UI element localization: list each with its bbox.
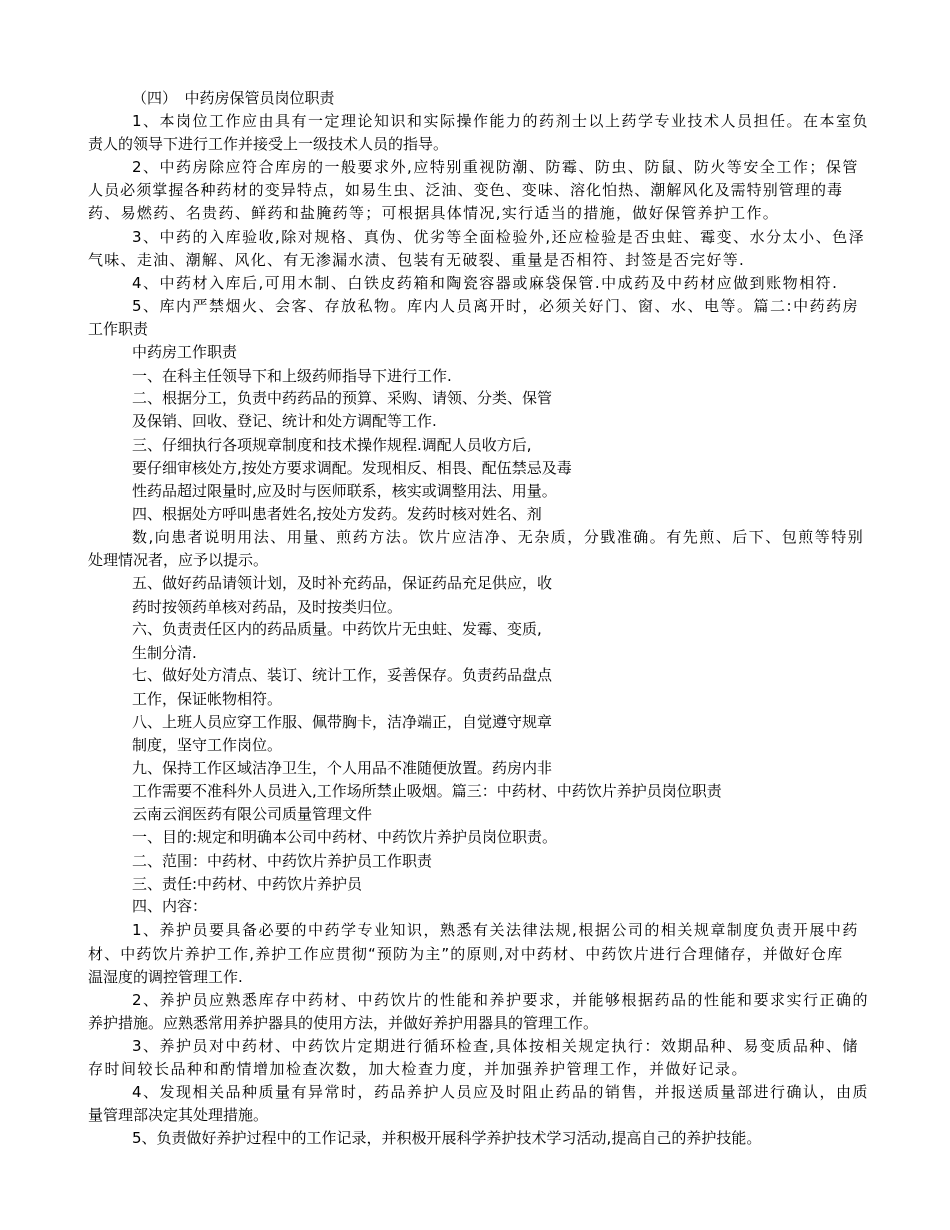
text-line: 三、责任:中药材、中药饮片养护员 [132,875,363,893]
text-line: 制度，坚守工作岗位。 [132,736,283,754]
text-line: 一、目的:规定和明确本公司中药材、中药饮片养护员岗位职责。 [132,828,558,846]
text-line: 4、中药材入库后,可用木制、白铁皮药箱和陶瓷容器或麻袋保管.中成药及中药材应做到账物相符. [132,274,839,292]
text-line: 2、中药房除应符合库房的一般要求外,应特别重视防潮、防霉、防虫、防鼠、防火等安全工作；保管 [132,158,859,176]
text-line: 责人的领导下进行工作并接受上一级技术人员的指导。 [88,135,449,153]
text-line: 生制分清. [132,644,197,662]
text-line: 三、仔细执行各项规章制度和技术操作规程.调配人员收方后, [132,436,532,454]
text-line: 二、根据分工，负责中药药品的预算、采购、请领、分类、保管 [132,389,553,407]
text-line: 温湿度的调控管理工作. [88,968,243,986]
text-line: 四、根据处方呼叫患者姓名,按处方发药。发药时核对姓名、剂 [132,505,542,523]
text-line: 性药品超过限量时,应及时与医师联系，核实或调整用法、用量。 [132,482,557,500]
text-line: 要仔细审核处方,按处方要求调配。发现相反、相畏、配伍禁忌及毒 [132,459,572,477]
text-line: 数,向患者说明用法、用量、煎药方法。饮片应洁净、无杂质，分戥准确。有先煎、后下、包煎等特别 [132,528,865,546]
text-line: 一、在科主任领导下和上级药师指导下进行工作. [132,367,452,385]
text-line: 工作，保证帐物相符。 [132,690,283,708]
text-line: 药、易燃药、名贵药、鲜药和盐腌药等；可根据具体情况,实行适当的措施，做好保管养护工作。 [88,204,780,222]
text-line: 工作需要不准科外人员进入,工作场所禁止吸烟。篇三：中药材、中药饮片养护员岗位职责 [132,782,722,800]
text-line: 人员必须掌握各种药材的变异特点，如易生虫、泛油、变色、变味、溶化怕热、潮解风化及需特别管理的毒 [88,181,844,199]
text-line: 5、负责做好养护过程中的工作记录，并积极开展科学养护技术学习活动,提高自己的养护技能。 [132,1129,762,1147]
text-line: 2、养护员应熟悉库存中药材、中药饮片的性能和养护要求，并能够根据药品的性能和要求实行正确的 [132,991,870,1009]
text-line: 养护措施。应熟悉常用养护器具的使用方法，并做好养护用器具的管理工作。 [88,1014,599,1032]
text-line: （四） 中药房保管员岗位职责 [132,89,335,107]
text-line: 处理情况者，应予以提示。 [88,551,269,569]
text-line: 云南云润医药有限公司质量管理文件 [132,805,373,823]
text-line: 4、发现相关品种质量有异常时，药品养护人员应及时阻止药品的销售，并报送质量部进行确认，由质 [132,1083,870,1101]
text-line: 九、保持工作区域洁净卫生，个人用品不准随便放置。药房内非 [132,759,553,777]
text-line: 材、中药饮片养护工作,养护工作应贯彻“预防为主”的原则,对中药材、中药饮片进行合理储存，并做好仓库 [88,945,844,963]
text-line: 七、做好处方清点、装订、统计工作，妥善保存。负责药品盘点 [132,666,553,684]
text-line: 二、范围：中药材、中药饮片养护员工作职责 [132,852,433,870]
text-line: 1、本岗位工作应由具有一定理论知识和实际操作能力的药剂士以上药学专业技术人员担任。在本室负 [132,112,870,130]
text-line: 3、中药的入库验收,除对规格、真伪、优劣等全面检验外,还应检验是否虫蛀、霉变、水分太小、色泽 [132,228,866,246]
text-line: 四、内容： [132,897,208,915]
text-line: 及保销、回收、登记、统计和处方调配等工作. [132,412,437,430]
text-line: 气味、走油、潮解、风化、有无渗漏水渍、包装有无破裂、重量是否相符、封签是否完好等. [88,251,746,269]
text-line: 六、负责责任区内的药品质量。中药饮片无虫蛀、发霉、变质, [132,620,542,638]
text-line: 中药房工作职责 [132,343,238,361]
text-line: 八、上班人员应穿工作服、佩带胸卡，洁净端正，自觉遵守规章 [132,713,553,731]
text-line: 工作职责 [88,320,149,338]
text-line: 5、库内严禁烟火、会客、存放私物。库内人员离开时，必须关好门、窗、水、电等。篇二:中药药房 [132,297,860,315]
text-line: 五、做好药品请领计划，及时补充药品，保证药品充足供应，收 [132,574,553,592]
text-line: 药时按领药单核对药品，及时按类归位。 [132,598,403,616]
text-line: 3、养护员对中药材、中药饮片定期进行循环检查,具体按相关规定执行：效期品种、易变质品种、储 [132,1037,859,1055]
text-line: 存时间较长品种和酌情增加检查次数，加大检查力度，并加强养护管理工作，并做好记录。 [88,1060,749,1078]
text-line: 量管理部决定其处理措施。 [88,1106,269,1124]
text-line: 1、养护员要具备必要的中药学专业知识，熟悉有关法律法规,根据公司的相关规章制度负责开展中药 [132,921,859,939]
